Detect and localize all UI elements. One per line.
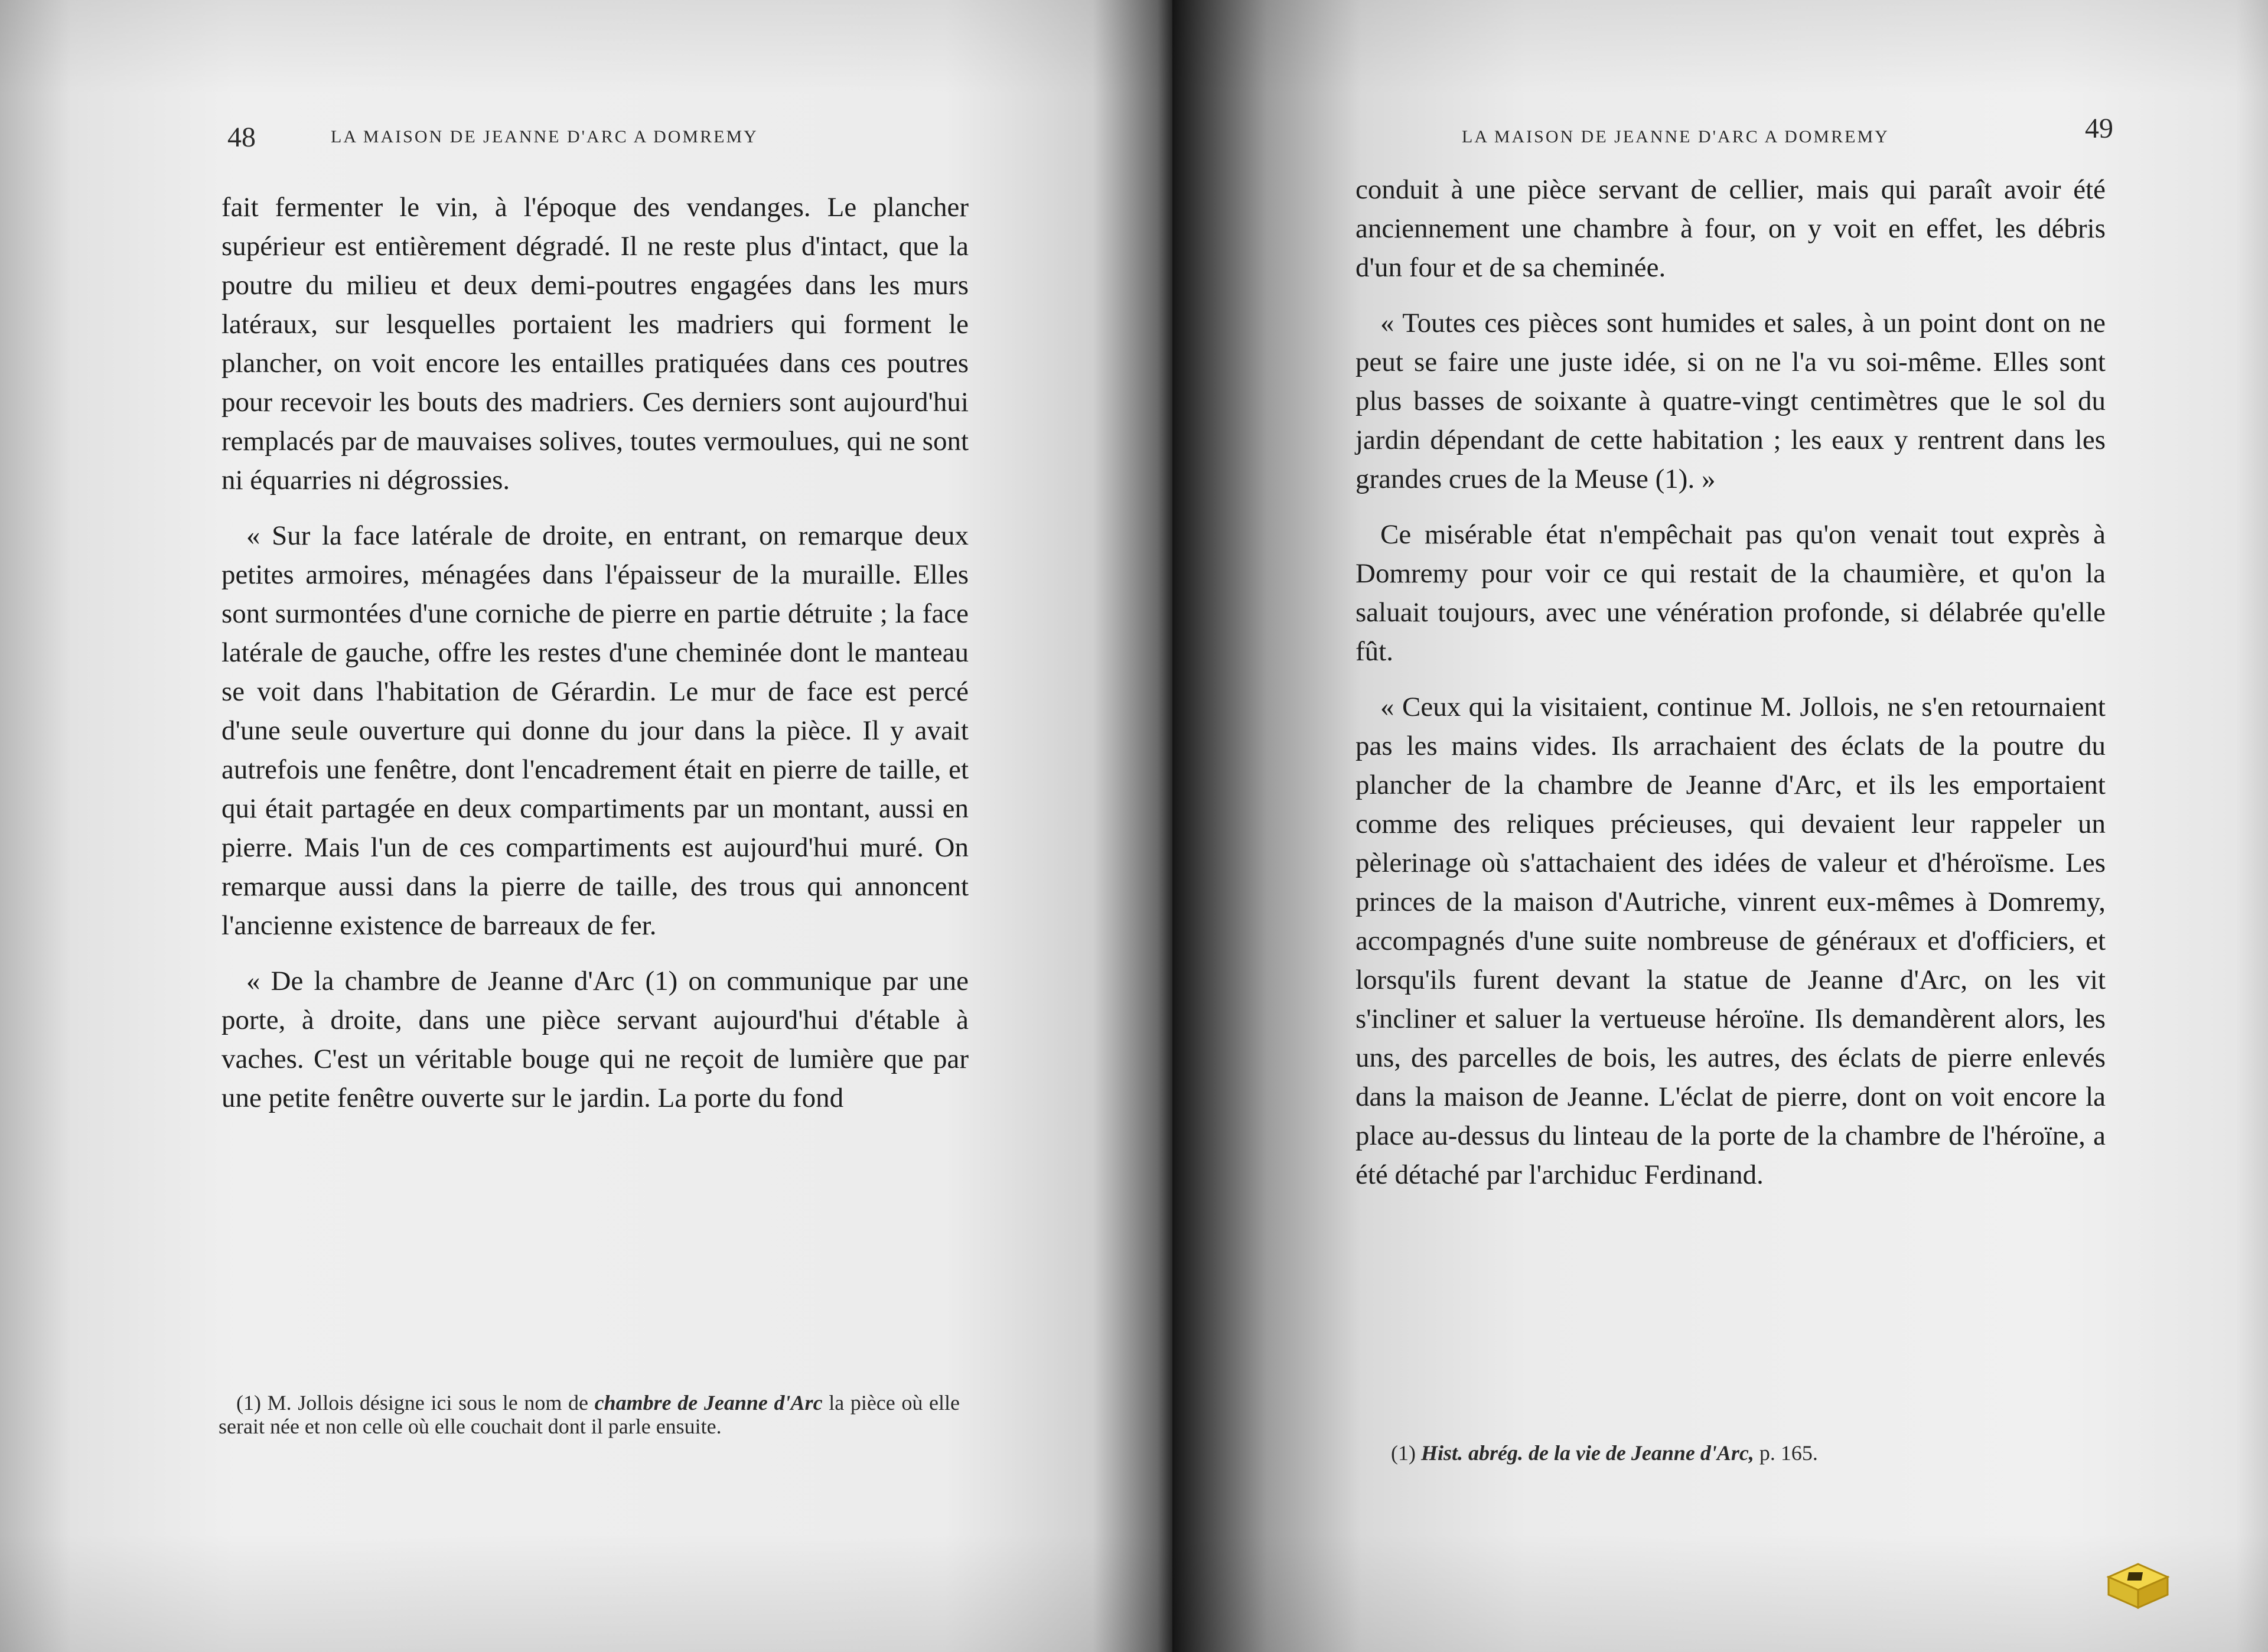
left-body-text — [221, 188, 969, 1134]
footnote-text: (1) M. Jollois désigne ici sous le nom de — [236, 1391, 595, 1415]
paragraph: conduit à une pièce servant de cellier, mais qui paraît avoir été anciennement une chambre à four, on y voit en effet, les débris d'un four et de sa cheminée. — [1355, 174, 2106, 283]
paragraph: « Toutes ces pièces sont humides et sales, à un point dont on ne peut se faire une juste idée, si on ne l'a vu soi-même. Elles sont plus basses de soixante à quatre-vingt centimètres que le sol du jardin dépendant de cette habitation ; les eaux y rentrent dans les grandes crues de la Meuse (1). » — [1355, 308, 2106, 494]
running-head-left: LA MAISON DE JEANNE D'ARC A DOMREMY — [331, 127, 758, 146]
page-number-left: 48 — [227, 122, 256, 153]
page-shade — [0, 0, 1172, 95]
page-number-right: 49 — [2085, 113, 2113, 144]
footnote-text: (1) — [1391, 1441, 1421, 1465]
footnote-text: p. 165. — [1754, 1441, 1818, 1465]
page-shade — [0, 1534, 1172, 1652]
paragraph: « Ceux qui la visitaient, continue M. Jollois, ne s'en retournaient pas les mains vides. Ils arrachaient des éclats de la poutre du plancher de la chambre de Jeanne d'Arc, et ils les emportaient comme des reliques précieuses, qui devaient leur rappeler un pèlerinage où s'attachaient des idées de valeur et d'héroïsme. Les princes de la maison d'Autriche, vinrent eux-mêmes à Domremy, accompagnés d'une suite nombreuse de généraux et d'officiers, et lorsqu'ils furent devant la statue de Jeanne d'Arc, on les vit s'incliner et saluer la vertueuse héroïne. Ils demandèrent alors, les uns, des parcelles de bois, les autres, des éclats de pierre enlevés dans la maison de Jeanne. L'éclat de pierre, dont on voit encore la place au-dessus du linteau de la porte de la chambre de l'héroïne, a été détaché par l'archiduc Ferdinand. — [1355, 692, 2106, 1190]
footnote-italic: Hist. abrég. de la vie de Jeanne d'Arc, — [1420, 1441, 1754, 1465]
right-page — [1172, 0, 2268, 1652]
page-shade — [1172, 0, 2268, 95]
paragraph: « De la chambre de Jeanne d'Arc (1) on communique par une porte, à droite, dans une pièce servant aujourd'hui d'étable à vaches. C'est un véritable bouge qui ne reçoit de lumière que par une petite fenêtre ouverte sur le jardin. La porte du fond — [221, 966, 969, 1113]
footnote-italic: chambre de Jeanne d'Arc — [594, 1391, 823, 1415]
paragraph: fait fermenter le vin, à l'époque des vendanges. Le plancher supérieur est entièrement dégradé. Il ne reste plus d'intact, que la poutre du milieu et deux demi-poutres engagées dans les murs latéraux, sur lesquelles portaient les madriers qui forment le plancher, on voit encore les entailles pratiquées dans ces poutres pour recevoir les bouts des madriers. Ces derniers sont aujourd'hui remplacés par de mauvaises solives, toutes vermoulues, qui ne sont ni équarries ni dégrossies. — [221, 192, 969, 496]
footnote-text: la pièce où elle serait née et non celle où elle couchait dont il parle ensuite. — [219, 1391, 960, 1438]
right-body-text — [1355, 170, 2106, 1211]
footnote-left — [219, 1391, 960, 1438]
paragraph: Ce misérable état n'empêchait pas qu'on venait tout exprès à Domremy pour voir ce qui restait de la chaumière, et qu'on la saluait toujours, avec une vénération profonde, si délabrée qu'elle fût. — [1355, 519, 2106, 667]
running-head-right: LA MAISON DE JEANNE D'ARC A DOMREMY — [1462, 127, 1889, 146]
paragraph: « Sur la face latérale de droite, en entrant, on remarque deux petites armoires, ménagées dans l'épaisseur de la muraille. Elles sont surmontées d'une corniche de pierre en partie détruite ; la face latérale de gauche, offre les restes d'une cheminée dont le manteau se voit dans l'habitation de Gérardin. Le mur de face est percé d'une seule ouverture qui donne du jour dans la pièce. Il y avait autrefois une fenêtre, dont l'encadrement était en pierre de taille, et qui était partagée en deux compartiments par un montant, aussi en pierre. Mais l'un de ces compartiments est aujourd'hui muré. On remarque aussi dans la pierre de taille, des trous qui annoncent l'ancienne existence de barreaux de fer. — [221, 520, 969, 941]
folder-badge-icon — [2103, 1559, 2174, 1612]
footnote-right — [1391, 1441, 2100, 1465]
